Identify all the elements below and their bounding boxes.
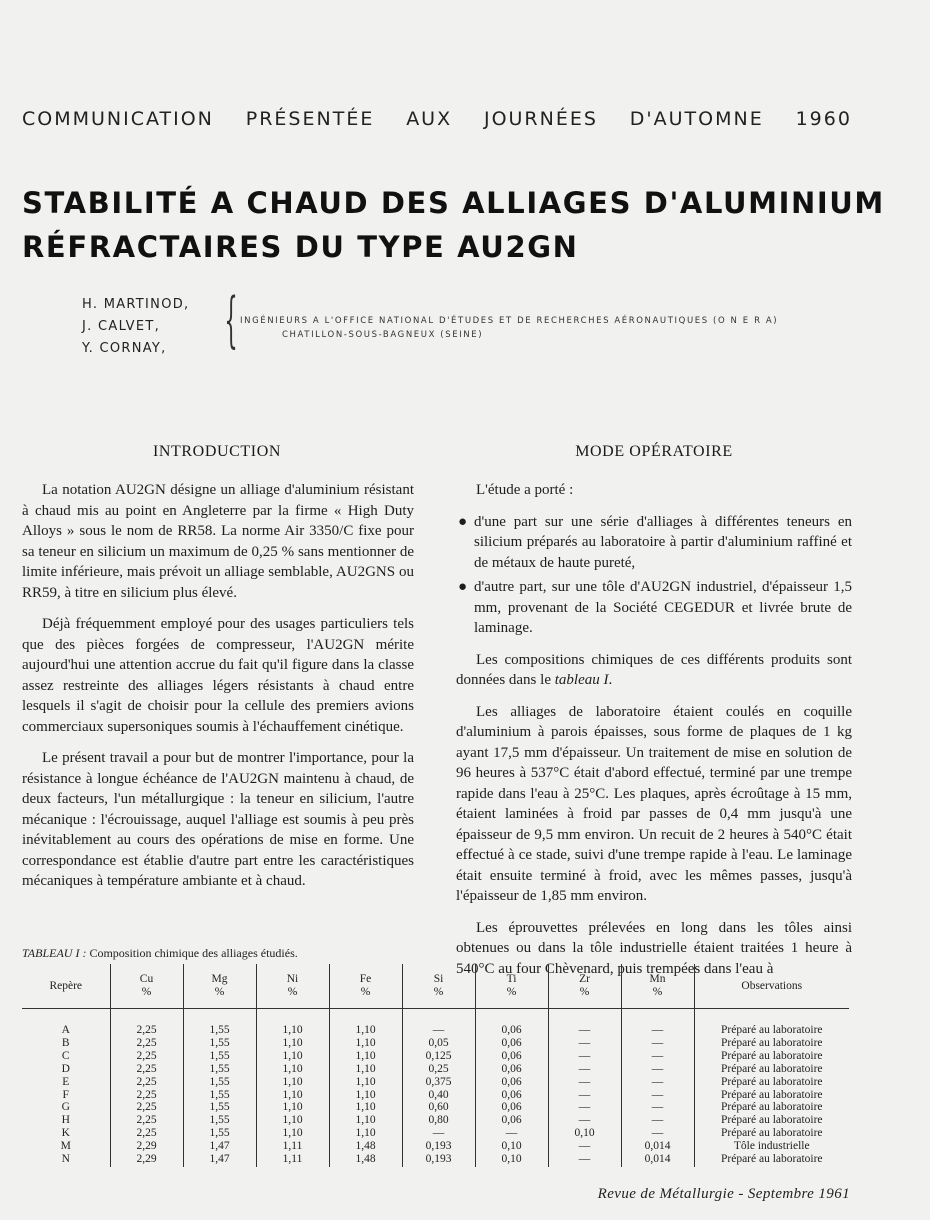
value-cell: — <box>475 1128 548 1141</box>
intro-paragraph: Déjà fréquemment employé pour des usages particuliers tels que des pièces forgées de compresseur, l'AU2GN mérite aujourd'hui une attention accrue du fait qu'il figure dans la classe assez restreinte des alliages légers résistants à chaud entre lesquels il s'agit de choisir pour la cellule des premiers avions commerciaux supersoniques soumis à l'échauffement cinétique. <box>22 616 414 735</box>
table-row <box>22 1051 849 1064</box>
value-cell: 2,29 <box>110 1141 183 1154</box>
value-cell: 0,014 <box>621 1141 694 1154</box>
value-cell: 2,25 <box>110 1038 183 1051</box>
value-cell: — <box>621 1051 694 1064</box>
table-row <box>22 1038 849 1051</box>
row-label: N <box>22 1154 110 1167</box>
intro-paragraph: Le présent travail a pour but de montrer l'importance, pour la résistance à longue échéance de l'AU2GN maintenu à chaud, de deux facteurs, l'un métallurgique : la teneur en silicium, l'autre mécanique : l'écrouissage, auquel l'alliage est soumis à peu près inévitablement au cours des opérations de mise en forme. Une correspondance est établie d'autre part entre les caractéristiques mécaniques à température ambiante et à chaud. <box>22 750 414 889</box>
observation-cell: Préparé au laboratoire <box>720 1127 823 1140</box>
value-cell: — <box>402 1128 475 1141</box>
table-caption-label: TABLEAU I : <box>22 946 87 960</box>
value-cell: 1,10 <box>329 1128 402 1141</box>
mode-operatoire-body <box>456 480 852 990</box>
value-cell: 0,014 <box>621 1154 694 1167</box>
composition-table <box>22 964 849 1167</box>
value-cell: — <box>621 1115 694 1128</box>
table-caption <box>22 946 298 961</box>
value-cell: 1,55 <box>183 1025 256 1038</box>
table-reference: tableau I <box>554 672 609 688</box>
value-cell: 0,06 <box>475 1064 548 1077</box>
value-cell: 1,10 <box>256 1102 329 1115</box>
method-bullet: ● d'une part sur une série d'alliages à différentes teneurs en silicium préparés au laboratoire à partir d'aluminium raffiné et de métaux de haute pureté, <box>458 513 852 571</box>
value-cell: 1,10 <box>329 1051 402 1064</box>
method-bullet-list <box>456 512 852 639</box>
row-label: F <box>22 1090 110 1103</box>
value-cell: 0,06 <box>475 1115 548 1128</box>
header-word: JOURNÉES <box>483 108 598 130</box>
value-cell: 0,193 <box>402 1154 475 1167</box>
value-cell: 1,10 <box>256 1128 329 1141</box>
mode-operatoire-heading: MODE OPÉRATOIRE <box>575 443 733 460</box>
table-spacer-row <box>22 1009 849 1026</box>
observation-cell: Préparé au laboratoire <box>720 1024 823 1036</box>
value-cell: — <box>548 1077 621 1090</box>
value-cell: 0,25 <box>402 1064 475 1077</box>
value-cell: 1,55 <box>183 1102 256 1115</box>
table-row <box>22 1077 849 1090</box>
observation-cell: Préparé au laboratoire <box>720 1153 823 1166</box>
author-name: H. MARTINOD, <box>82 297 190 312</box>
value-cell: 1,55 <box>183 1077 256 1090</box>
value-cell: 2,25 <box>110 1051 183 1064</box>
value-cell: 1,55 <box>183 1038 256 1051</box>
row-label: A <box>22 1025 110 1038</box>
intro-paragraph: La notation AU2GN désigne un alliage d'aluminium résistant à chaud mis au point en Angleterre par la firme « High Duty Alloys » sous le nom de RR58. La norme Air 3350/C fixe pour sa teneur en silicium un maximum de 0,25 % sans mentionner de limite inférieure, mais prévoit un alliage semblable, AU2GNS ou RR59, à titre en silicium plus élevé. <box>22 482 414 601</box>
value-cell: — <box>621 1064 694 1077</box>
affiliation-line-1: INGÉNIEURS A L'OFFICE NATIONAL D'ÉTUDES ET DE RECHERCHES AÉRONAUTIQUES (O N E R A) <box>240 316 779 326</box>
table-header-cell: Fe % <box>329 964 402 1009</box>
value-cell: 2,25 <box>110 1128 183 1141</box>
value-cell: 1,10 <box>329 1064 402 1077</box>
value-cell: 1,55 <box>183 1128 256 1141</box>
value-cell: — <box>548 1141 621 1154</box>
row-label: M <box>22 1141 110 1154</box>
value-cell: 0,60 <box>402 1102 475 1115</box>
paper-title-line-1: STABILITÉ A CHAUD DES ALLIAGES D'ALUMINIUM <box>22 186 885 220</box>
value-cell: 2,25 <box>110 1025 183 1038</box>
observation-cell: Préparé au laboratoire <box>720 1036 823 1049</box>
value-cell: 1,10 <box>329 1038 402 1051</box>
table-body <box>22 1009 849 1168</box>
value-cell: 0,10 <box>548 1128 621 1141</box>
value-cell: 1,10 <box>329 1090 402 1103</box>
value-cell: — <box>548 1154 621 1167</box>
table-header-cell: Observations <box>694 964 849 1009</box>
value-cell: — <box>548 1115 621 1128</box>
value-cell: 0,06 <box>475 1025 548 1038</box>
value-cell: — <box>621 1038 694 1051</box>
header-word: AUX <box>406 108 453 130</box>
row-label: B <box>22 1038 110 1051</box>
header-word: COMMUNICATION <box>22 108 214 130</box>
value-cell: 2,25 <box>110 1090 183 1103</box>
value-cell: 1,10 <box>256 1064 329 1077</box>
table-row <box>22 1064 849 1077</box>
table-row <box>22 1154 849 1167</box>
value-cell: — <box>621 1090 694 1103</box>
value-cell: 0,06 <box>475 1090 548 1103</box>
method-intro: L'étude a porté : <box>476 482 574 498</box>
header-year: 1960 <box>795 108 852 130</box>
value-cell: 1,55 <box>183 1064 256 1077</box>
header-word: D'AUTOMNE <box>629 108 764 130</box>
value-cell: 1,47 <box>183 1141 256 1154</box>
value-cell: — <box>548 1025 621 1038</box>
value-cell: 0,06 <box>475 1077 548 1090</box>
author-list <box>82 294 189 360</box>
observation-cell: Préparé au laboratoire <box>720 1062 823 1075</box>
value-cell: 1,10 <box>329 1025 402 1038</box>
table-header-cell: Mg % <box>183 964 256 1009</box>
row-label: E <box>22 1077 110 1090</box>
observation-cell: Préparé au laboratoire <box>720 1101 823 1114</box>
introduction-heading: INTRODUCTION <box>152 443 282 460</box>
value-cell: 1,11 <box>256 1141 329 1154</box>
value-cell: 0,06 <box>475 1051 548 1064</box>
row-label: C <box>22 1051 110 1064</box>
value-cell: — <box>621 1025 694 1038</box>
table-header-cell: Ti % <box>475 964 548 1009</box>
value-cell: — <box>548 1064 621 1077</box>
value-cell: 1,48 <box>329 1154 402 1167</box>
value-cell: 0,10 <box>475 1154 548 1167</box>
method-paragraph: Les éprouvettes prélevées en long dans les tôles ainsi obtenues ou dans la tôle industrielle étaient traitées 1 heure à 540°C au four Chèvenard, puis trempées dans l'eau à <box>456 919 852 977</box>
value-cell: — <box>621 1077 694 1090</box>
value-cell: 1,55 <box>183 1051 256 1064</box>
row-label: H <box>22 1115 110 1128</box>
value-cell: — <box>548 1102 621 1115</box>
method-paragraph: Les alliages de laboratoire étaient coulés en coquille d'aluminium à parois épaisses, sous forme de plaques de 1 kg ayant 17,5 mm d'épaisseur. Un traitement de mise en solution de 96 heures à 537°C était d'abord effectué, terminé par une trempe rapide dans l'eau à 25°C. Les plaques, après écroûtage à 15 mm, étaient laminées à froid par passes de 0,4 mm jusqu'à une épaisseur de 9,5 mm environ. Un recuit de 2 heures à 540°C était effectué à ce stade, suivi d'une trempe rapide à l'eau. Le laminage était ensuite terminé à froid, avec les mêmes passes, jusqu'à l'épaisseur de 1,85 mm environ. <box>456 703 852 904</box>
observation-cell: Préparé au laboratoire <box>720 1114 823 1127</box>
value-cell: 1,55 <box>183 1115 256 1128</box>
table-row <box>22 1025 849 1038</box>
value-cell: 2,25 <box>110 1115 183 1128</box>
value-cell: — <box>548 1090 621 1103</box>
value-cell: 1,55 <box>183 1090 256 1103</box>
table-header-cell: Cu % <box>110 964 183 1009</box>
row-label: D <box>22 1064 110 1077</box>
table-header-row <box>22 964 849 1009</box>
table-header-cell: Ni % <box>256 964 329 1009</box>
table-header-cell: Repère <box>22 964 110 1009</box>
value-cell: 2,29 <box>110 1154 183 1167</box>
value-cell: — <box>402 1025 475 1038</box>
value-cell: 2,25 <box>110 1102 183 1115</box>
value-cell: 0,125 <box>402 1051 475 1064</box>
value-cell: — <box>621 1128 694 1141</box>
value-cell: — <box>548 1051 621 1064</box>
value-cell: 1,11 <box>256 1154 329 1167</box>
author-name: J. CALVET, <box>82 319 161 334</box>
value-cell: 0,80 <box>402 1115 475 1128</box>
paper-title-line-2: RÉFRACTAIRES DU TYPE AU2GN <box>22 230 579 264</box>
conference-header <box>22 108 852 130</box>
table-header-cell: Zr % <box>548 964 621 1009</box>
journal-footer: Revue de Métallurgie - Septembre 1961 <box>597 1186 850 1202</box>
introduction-body <box>22 480 414 903</box>
value-cell: 0,193 <box>402 1141 475 1154</box>
table-caption-text: Composition chimique des alliages étudiés. <box>89 946 298 960</box>
value-cell: 0,06 <box>475 1102 548 1115</box>
value-cell: 1,10 <box>256 1051 329 1064</box>
value-cell: 1,10 <box>256 1115 329 1128</box>
author-brace: { <box>224 285 238 355</box>
observation-cell: Préparé au laboratoire <box>720 1075 823 1088</box>
value-cell: 0,375 <box>402 1077 475 1090</box>
bullet-icon: ● <box>458 513 468 530</box>
bullet-icon: ● <box>458 579 468 595</box>
value-cell: 1,10 <box>329 1102 402 1115</box>
table-header-cell: Si % <box>402 964 475 1009</box>
observation-cell: Préparé au laboratoire <box>720 1088 823 1101</box>
table-header-cell: Mn % <box>621 964 694 1009</box>
affiliation-line-2: CHATILLON-SOUS-BAGNEUX (SEINE) <box>282 330 484 340</box>
value-cell: 1,10 <box>256 1038 329 1051</box>
author-name: Y. CORNAY, <box>82 341 167 356</box>
value-cell: 2,25 <box>110 1077 183 1090</box>
value-cell: 1,48 <box>329 1141 402 1154</box>
value-cell: 0,40 <box>402 1090 475 1103</box>
value-cell: 1,47 <box>183 1154 256 1167</box>
observation-cell: Tôle industrielle <box>733 1140 810 1153</box>
value-cell: 0,06 <box>475 1038 548 1051</box>
value-cell: 1,10 <box>256 1025 329 1038</box>
value-cell: — <box>548 1038 621 1051</box>
value-cell: 0,10 <box>475 1141 548 1154</box>
method-bullet: ● d'autre part, sur une tôle d'AU2GN industriel, d'épaisseur 1,5 mm, provenant de la Société CEGEDUR et livrée brute de laminage. <box>458 579 852 636</box>
method-paragraph: Les compositions chimiques de ces différents produits sont données dans le tableau I. <box>456 651 852 688</box>
value-cell: 1,10 <box>329 1115 402 1128</box>
value-cell: 1,10 <box>329 1077 402 1090</box>
value-cell: 1,10 <box>256 1077 329 1090</box>
row-label: G <box>22 1102 110 1115</box>
header-word: PRÉSENTÉE <box>245 108 375 130</box>
value-cell: 0,05 <box>402 1038 475 1051</box>
row-label: K <box>22 1128 110 1141</box>
value-cell: 2,25 <box>110 1064 183 1077</box>
value-cell: — <box>621 1102 694 1115</box>
value-cell: 1,10 <box>256 1090 329 1103</box>
observation-cell: Préparé au laboratoire <box>720 1049 823 1062</box>
